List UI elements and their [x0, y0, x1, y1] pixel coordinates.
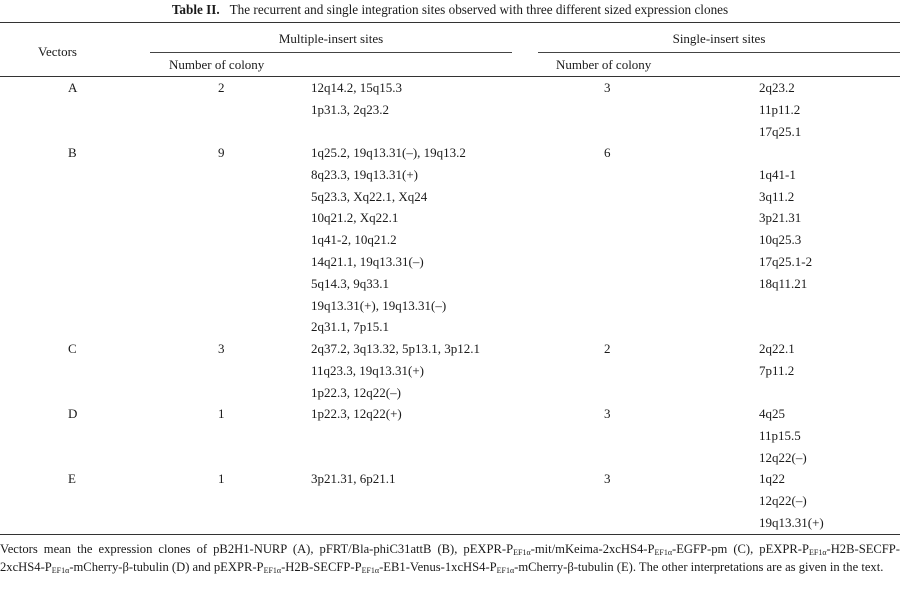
- footnote-part: -H2B-SECFP-2xcHS4-P: [0, 542, 900, 574]
- footnote-part: -mCherry-β-tubulin (E). The other interpretations are as given in the text.: [514, 560, 884, 574]
- multi-insert-site: 1p31.3, 2q23.2: [311, 101, 389, 117]
- single-insert-site: 17q25.1: [759, 123, 802, 139]
- footnote-sub: EF1α: [496, 566, 515, 575]
- footnote-sub: EF1α: [513, 548, 531, 557]
- header-vectors: Vectors: [38, 44, 77, 59]
- multi-insert-site: 3p21.31, 6p21.1: [311, 471, 396, 486]
- single-colony-count: 3: [604, 471, 611, 486]
- single-insert-site: 3p21.31: [759, 210, 802, 226]
- multi-insert-site: 12q14.2, 15q15.3: [311, 80, 402, 95]
- single-insert-site: 3q11.2: [759, 188, 795, 204]
- multi-insert-site: 2q31.1, 7p15.1: [311, 319, 389, 335]
- footnote-sub: EF1α: [654, 548, 673, 557]
- single-insert-site: 11p11.2: [759, 101, 801, 117]
- single-insert-site: 10q25.3: [759, 232, 802, 248]
- multi-insert-site: 8q23.3, 19q13.31(+): [311, 166, 418, 182]
- multi-colony-count: 1: [218, 471, 225, 486]
- single-insert-site: 4q25: [759, 406, 785, 421]
- single-insert-site: 1q41-1: [759, 166, 796, 182]
- header-multiple-insert: Multiple-insert sites: [278, 31, 384, 46]
- multi-insert-site: 10q21.2, Xq22.1: [311, 210, 399, 226]
- single-insert-site: 17q25.1-2: [759, 254, 813, 269]
- multi-insert-site: 5q23.3, Xq22.1, Xq24: [311, 188, 428, 204]
- single-insert-site: 2q22.1: [759, 341, 795, 356]
- multi-insert-site: 11q23.3, 19q13.31(+): [311, 362, 425, 378]
- multi-insert-site: 1q25.2, 19q13.31(–), 19q13.2: [311, 145, 466, 160]
- multi-insert-site: 1p22.3, 12q22(+): [311, 406, 402, 421]
- footnote-part: -EGFP-pm (C), pEXPR-P: [672, 542, 809, 556]
- single-insert-site: 7p11.2: [759, 362, 795, 378]
- single-insert-site: 11p15.5: [759, 427, 801, 443]
- vector-label: C: [68, 341, 77, 356]
- footnote-sub: EF1α: [361, 566, 380, 575]
- single-insert-site: 18q11.21: [759, 275, 808, 291]
- single-insert-site: 2q23.2: [759, 80, 795, 95]
- single-colony-count: 2: [604, 341, 611, 356]
- single-colony-count: 3: [604, 80, 611, 95]
- table-caption: [0, 2, 900, 18]
- footnote-part: -mit/mKeima-2xcHS4-P: [530, 542, 655, 556]
- single-insert-site: 1q22: [759, 471, 785, 486]
- multi-insert-site: 1p22.3, 12q22(–): [311, 384, 401, 400]
- multi-insert-site: 14q21.1, 19q13.31(–): [311, 254, 424, 269]
- header-single-insert: Single-insert sites: [672, 31, 766, 46]
- vector-label: A: [68, 80, 78, 95]
- footnote-part: -EB1-Venus-1xcHS4-P: [379, 560, 497, 574]
- single-insert-site: 19q13.31(+): [759, 514, 824, 530]
- caption-text: The recurrent and single integration sites observed with three different sized expression clones: [229, 2, 729, 17]
- vector-label: D: [68, 406, 78, 421]
- top-rule: [0, 22, 900, 23]
- footnote-sub: EF1α: [808, 548, 827, 557]
- single-colony-count: 3: [604, 406, 611, 421]
- single-subrule: [538, 52, 900, 53]
- footnote-lead: Vectors mean the expression clones of pB2H1-NURP (A), pFRT/Bla-phiC31attB (B), pEXPR-P: [0, 542, 514, 556]
- bottom-rule: [0, 534, 900, 535]
- multi-colony-count: 1: [218, 406, 225, 421]
- multi-colony-count: 3: [218, 341, 225, 356]
- multi-colony-count: 2: [218, 80, 225, 95]
- single-insert-site: 12q22(–): [759, 449, 807, 465]
- header-colony-single: Number of colony: [556, 57, 652, 72]
- header-rule: [0, 76, 900, 77]
- multi-insert-site: 1q41-2, 10q21.2: [311, 232, 397, 248]
- multi-colony-count: 9: [218, 145, 225, 160]
- footnote-sub: EF1α: [51, 566, 70, 575]
- multi-insert-site: 5q14.3, 9q33.1: [311, 275, 389, 291]
- caption-label: Table II.: [171, 2, 220, 17]
- vector-label: E: [68, 471, 76, 486]
- multiple-subrule: [150, 52, 512, 53]
- single-colony-count: 6: [604, 145, 611, 160]
- multi-insert-site: 19q13.31(+), 19q13.31(–): [311, 297, 447, 313]
- single-insert-site: 12q22(–): [759, 492, 807, 508]
- header-colony-multiple: Number of colony: [169, 57, 265, 72]
- footnote-sub: EF1α: [263, 566, 282, 575]
- footnote-part: -mCherry-β-tubulin (D) and pEXPR-P: [69, 560, 264, 574]
- footnote-part: -H2B-SECFP-P: [281, 560, 362, 574]
- vector-label: B: [68, 145, 77, 160]
- multi-insert-site: 2q37.2, 3q13.32, 5p13.1, 3p12.1: [311, 341, 480, 356]
- table-footnote: [0, 540, 900, 576]
